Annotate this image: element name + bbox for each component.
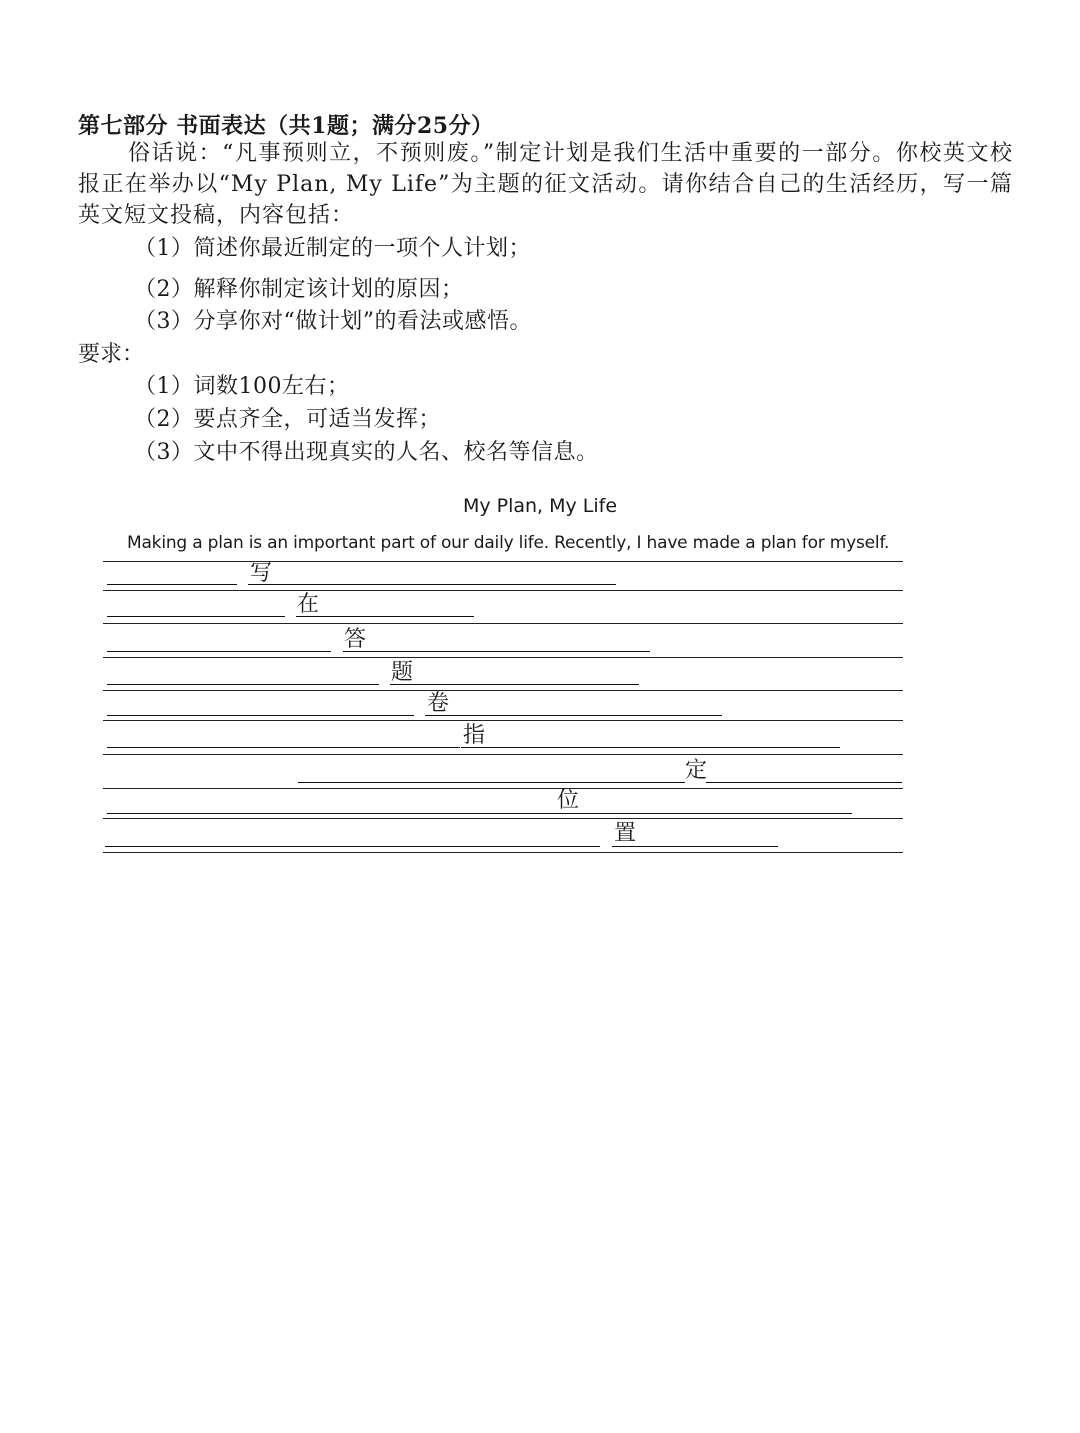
ruled-line xyxy=(103,690,903,691)
blank-underline xyxy=(248,584,616,585)
blank-underline xyxy=(298,782,685,783)
content-point: （3）分享你对“做计划”的看法或感悟。 xyxy=(134,309,532,334)
blank-underline xyxy=(105,846,600,847)
blank-underline xyxy=(706,782,902,783)
requirement-item: （3）文中不得出现真实的人名、校名等信息。 xyxy=(134,440,599,465)
ruled-line xyxy=(103,788,903,789)
blank-underline xyxy=(107,684,379,685)
essay-title: My Plan, My Life xyxy=(462,495,618,517)
blank-underline xyxy=(425,715,722,716)
task-prompt: 俗话说：“凡事预则立，不预则废。”制定计划是我们生活中重要的一部分。你校英文校报正在举办以“My Plan, My Life”为主题的征文活动。请你结合自己的生活经历，写一篇英文短文投稿，内容包括： xyxy=(78,141,1013,228)
requirements-label: 要求： xyxy=(78,342,145,367)
essay-first-sentence: Making a plan is an important part of our daily life. Recently, I have made a plan for myself. xyxy=(127,533,890,553)
blank-underline xyxy=(107,616,285,617)
content-point: （1）简述你最近制定的一项个人计划； xyxy=(134,236,531,261)
answer-notice-char: 写 xyxy=(250,561,273,586)
answer-notice-char: 位 xyxy=(557,788,580,813)
answer-notice-char: 答 xyxy=(344,627,367,652)
blank-underline xyxy=(107,651,331,652)
answer-notice-char: 在 xyxy=(297,592,320,617)
ruled-line xyxy=(103,754,903,755)
blank-underline xyxy=(461,747,840,748)
ruled-line xyxy=(103,657,903,658)
answer-notice-char: 定 xyxy=(685,758,708,783)
section-heading: 第七部分 书面表达（共1题；满分25分） xyxy=(78,113,494,139)
ruled-line xyxy=(103,818,903,819)
blank-underline xyxy=(343,651,650,652)
blank-underline xyxy=(390,684,639,685)
ruled-line xyxy=(103,623,903,624)
ruled-line xyxy=(103,852,903,853)
answer-notice-char: 指 xyxy=(463,723,486,748)
blank-underline xyxy=(556,813,852,814)
blank-underline xyxy=(107,715,414,716)
blank-underline xyxy=(296,616,474,617)
ruled-line xyxy=(103,561,903,562)
ruled-line xyxy=(103,720,903,721)
blank-underline xyxy=(107,747,460,748)
content-point: （2）解释你制定该计划的原因； xyxy=(134,277,464,302)
requirement-item: （2）要点齐全，可适当发挥； xyxy=(134,407,441,432)
answer-notice-char: 置 xyxy=(614,821,637,846)
blank-underline xyxy=(612,846,778,847)
answer-notice-char: 卷 xyxy=(427,691,450,716)
ruled-line xyxy=(103,590,903,591)
requirement-item: （1）词数100左右； xyxy=(134,374,350,399)
blank-underline xyxy=(107,584,237,585)
answer-notice-char: 题 xyxy=(391,660,414,685)
blank-underline xyxy=(107,813,556,814)
